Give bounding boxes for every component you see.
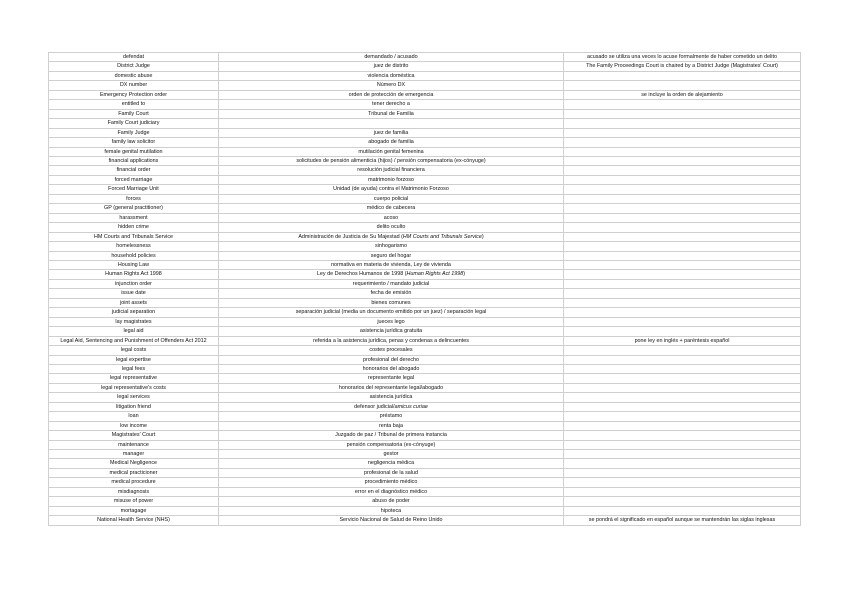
spanish-term-cell[interactable] [219,119,564,128]
table-row [49,156,801,165]
english-term-cell[interactable]: Medical Negligence [49,459,219,468]
english-term-cell[interactable]: female genital mutilation [49,147,219,156]
table-row [49,81,801,90]
spanish-term-cell[interactable]: juez de distrito [219,62,564,71]
table-row [49,336,801,345]
table-row [49,478,801,487]
spanish-term-cell[interactable]: representante legal [219,374,564,383]
note-cell[interactable] [564,109,801,118]
english-term-cell[interactable]: medical practicioner [49,468,219,477]
note-cell[interactable] [564,364,801,373]
spanish-term-text: Ley de Derechos Humanos de 1998 ( [316,271,407,278]
english-term-cell[interactable]: legal representative's costs [49,383,219,392]
english-term-cell[interactable]: issue date [49,289,219,298]
table-row [49,279,801,288]
table-row [49,119,801,128]
english-term-cell[interactable]: forced marriage [49,175,219,184]
english-term-cell[interactable]: forces [49,194,219,203]
note-cell[interactable] [564,270,801,279]
note-cell[interactable]: acusado se utiliza una veces lo acuse formalmente de haber cometido un delito [564,53,801,62]
spanish-term-text: Administración de Justicia de Su Majestad ( [298,233,403,240]
note-cell[interactable] [564,497,801,506]
spanish-term-cell[interactable]: asistencia jurídica [219,393,564,402]
note-cell[interactable] [564,232,801,241]
english-term-cell[interactable]: medical procedure [49,478,219,487]
english-term-cell[interactable]: misdiagnosis [49,487,219,496]
spanish-term-cell[interactable] [219,402,564,411]
note-cell[interactable] [564,128,801,137]
note-cell[interactable] [564,147,801,156]
english-term-cell[interactable]: domestic abuse [49,71,219,80]
spanish-term-cell[interactable]: profesional de la salud [219,468,564,477]
spanish-term-cell[interactable]: fecha de emisión [219,289,564,298]
table-row [49,421,801,430]
english-term-cell[interactable]: homelessness [49,242,219,251]
english-term-cell[interactable]: legal representative [49,374,219,383]
glossary-table [48,52,801,526]
english-term-cell[interactable]: injunction order [49,279,219,288]
english-term-cell[interactable]: hidden crime [49,223,219,232]
spanish-term-cell[interactable]: orden de protección de emergencia [219,90,564,99]
english-term-cell[interactable]: maintenance [49,440,219,449]
english-term-cell[interactable]: Human Rights Act 1998 [49,270,219,279]
english-term-cell[interactable]: legal fees [49,364,219,373]
english-term-cell[interactable]: GP (general practitioner) [49,204,219,213]
note-cell[interactable] [564,156,801,165]
table-row [49,487,801,496]
english-term-cell[interactable]: manager [49,450,219,459]
english-term-cell[interactable]: Family Court [49,109,219,118]
note-cell[interactable] [564,383,801,392]
spanish-term-cell[interactable]: separación judicial (media un documento emitido por un juez) / separación legal [219,308,564,317]
english-term-cell[interactable]: misuse of power [49,497,219,506]
note-cell[interactable] [564,279,801,288]
note-cell[interactable] [564,468,801,477]
note-cell[interactable] [564,213,801,222]
spanish-term-cell[interactable] [219,270,564,279]
english-term-cell[interactable]: legal services [49,393,219,402]
english-term-cell[interactable]: household policies [49,251,219,260]
note-cell[interactable] [564,289,801,298]
note-cell[interactable] [564,506,801,515]
table-row [49,270,801,279]
spanish-term-cell[interactable]: normativa en materia de vivienda, Ley de vivienda [219,260,564,269]
table-row [49,450,801,459]
glossary-body [49,53,801,526]
table-row [49,402,801,411]
note-cell[interactable] [564,440,801,449]
note-cell[interactable] [564,327,801,336]
table-row [49,298,801,307]
table-row [49,431,801,440]
note-cell[interactable] [564,421,801,430]
english-term-cell[interactable]: harassment [49,213,219,222]
glossary-sheet [48,52,800,526]
table-row [49,289,801,298]
table-row [49,138,801,147]
spanish-term-cell[interactable]: Tribunal de Familia [219,109,564,118]
table-row [49,62,801,71]
spanish-term-cell[interactable]: Unidad (de ayuda) contra el Matrimonio Forzoso [219,185,564,194]
english-term-cell[interactable]: mortagage [49,506,219,515]
note-cell[interactable]: The Family Proceedings Court is chaired by a District Judge (Magistrates' Court) [564,62,801,71]
table-row [49,327,801,336]
spanish-term-cell[interactable]: asistencia jurídica gratuita [219,327,564,336]
spanish-term-cell[interactable] [219,232,564,241]
spanish-term-italic: HM Courts and Tribunals Service [402,233,482,240]
note-cell[interactable]: se incluye la orden de alejamiento [564,90,801,99]
table-row [49,242,801,251]
note-cell[interactable] [564,260,801,269]
table-row [49,147,801,156]
spanish-term-cell[interactable]: cuerpo policial [219,194,564,203]
table-row [49,364,801,373]
english-term-cell[interactable]: loan [49,412,219,421]
english-term-cell[interactable]: joint assets [49,298,219,307]
spanish-term-cell[interactable]: costes procesales [219,346,564,355]
english-term-cell[interactable]: low income [49,421,219,430]
table-row [49,516,801,525]
spanish-term-italic: Human Rights Act 1998 [406,271,464,278]
table-row [49,109,801,118]
english-term-cell[interactable]: HM Courts and Tribunals Service [49,232,219,241]
spanish-term-cell[interactable]: seguro del hogar [219,251,564,260]
table-row [49,232,801,241]
spanish-term-cell[interactable]: resolución judicial financiera [219,166,564,175]
table-row [49,383,801,392]
table-row [49,393,801,402]
note-cell[interactable]: se pondrá el significado en español aunque se mantendrán las siglas inglesas [564,516,801,525]
english-term-cell[interactable]: litigation friend [49,402,219,411]
table-row [49,175,801,184]
english-term-cell[interactable]: legal aid [49,327,219,336]
spanish-term-cell[interactable]: solicitudes de pensión alimenticia (hijos) / pensión compensatoria (ex-cónyuge) [219,156,564,165]
english-term-cell[interactable]: Magistrates' Court [49,431,219,440]
english-term-cell[interactable]: Emergency Protection order [49,90,219,99]
note-cell[interactable]: pone ley en inglés + paréntesis español [564,336,801,345]
table-row [49,497,801,506]
english-term-cell[interactable]: entitled to [49,100,219,109]
spanish-term-cell[interactable]: abuso de poder [219,497,564,506]
note-cell[interactable] [564,81,801,90]
note-cell[interactable] [564,374,801,383]
table-row [49,440,801,449]
spanish-term-cell[interactable]: sinhogarismo [219,242,564,251]
spanish-term-cell[interactable]: juez de familia [219,128,564,137]
table-row [49,468,801,477]
note-cell[interactable] [564,459,801,468]
english-term-cell[interactable]: DX number [49,81,219,90]
spanish-term-cell[interactable]: negligencia médica [219,459,564,468]
spanish-term-cell[interactable]: violencia doméstica [219,71,564,80]
table-row [49,260,801,269]
spanish-term-cell[interactable]: gestor [219,450,564,459]
spanish-term-cell[interactable]: profesional del derecho [219,355,564,364]
english-term-cell[interactable]: National Health Service (NHS) [49,516,219,525]
spanish-term-cell[interactable]: hipoteca [219,506,564,515]
spanish-term-cell[interactable]: médico de cabecera [219,204,564,213]
spanish-term-cell[interactable]: pensión compensatoria (ex-cónyuge) [219,440,564,449]
english-term-cell[interactable]: defendat [49,53,219,62]
english-term-cell[interactable]: family law solicitor [49,138,219,147]
note-cell[interactable] [564,431,801,440]
spanish-term-cell[interactable]: Servicio Nacional de Salud de Reino Unido [219,516,564,525]
table-row [49,204,801,213]
table-row [49,185,801,194]
spanish-term-cell[interactable]: bienes comunes [219,298,564,307]
note-cell[interactable] [564,298,801,307]
note-cell[interactable] [564,100,801,109]
spanish-term-cell[interactable]: matrimonio forzoso [219,175,564,184]
english-term-cell[interactable]: Family Judge [49,128,219,137]
spanish-term-cell[interactable]: jueces lego [219,317,564,326]
spanish-term-cell[interactable]: renta baja [219,421,564,430]
table-row [49,194,801,203]
table-row [49,213,801,222]
english-term-cell[interactable]: Legal Aid, Sentencing and Punishment of Offenders Act 2012 [49,336,219,345]
table-row [49,71,801,80]
note-cell[interactable] [564,166,801,175]
note-cell[interactable] [564,317,801,326]
english-term-cell[interactable]: financial applications [49,156,219,165]
english-term-cell[interactable]: judicial separation [49,308,219,317]
note-cell[interactable] [564,204,801,213]
note-cell[interactable] [564,242,801,251]
table-row [49,90,801,99]
spanish-term-cell[interactable]: tener derecho a [219,100,564,109]
spanish-term-end: ) [463,271,466,278]
english-term-cell[interactable]: Family Court judiciary [49,119,219,128]
spanish-term-end: ) [481,233,484,240]
note-cell[interactable] [564,175,801,184]
table-row [49,355,801,364]
note-cell[interactable] [564,138,801,147]
spanish-term-cell[interactable]: procedimiento médico [219,478,564,487]
spanish-term-cell[interactable]: acoso [219,213,564,222]
spanish-term-cell[interactable]: referida a la asistencia jurídica, penas y condenas a delincuentes [219,336,564,345]
spanish-term-cell[interactable]: Juzgado de paz / Tribunal de primera instancia [219,431,564,440]
table-row [49,308,801,317]
table-row [49,251,801,260]
table-row [49,166,801,175]
english-term-cell[interactable]: District Judge [49,62,219,71]
note-cell[interactable] [564,487,801,496]
english-term-cell[interactable]: legal costs [49,346,219,355]
spanish-term-text: defensor judicial/ [354,403,395,410]
note-cell[interactable] [564,478,801,487]
spanish-term-cell[interactable]: abogado de familia [219,138,564,147]
note-cell[interactable] [564,393,801,402]
spanish-term-cell[interactable]: requerimiento / mandato judicial [219,279,564,288]
note-cell[interactable] [564,402,801,411]
note-cell[interactable] [564,346,801,355]
note-cell[interactable] [564,308,801,317]
table-row [49,506,801,515]
table-row [49,100,801,109]
note-cell[interactable] [564,251,801,260]
table-row [49,374,801,383]
table-row [49,53,801,62]
table-row [49,128,801,137]
note-cell[interactable] [564,412,801,421]
english-term-cell[interactable]: lay magistrates [49,317,219,326]
note-cell[interactable] [564,185,801,194]
spanish-term-cell[interactable]: Número DX [219,81,564,90]
spanish-term-cell[interactable]: honorarios del abogado [219,364,564,373]
spanish-term-cell[interactable]: error en el diagnóstico médico [219,487,564,496]
spanish-term-cell[interactable]: delito oculto [219,223,564,232]
english-term-cell[interactable]: Housing Law [49,260,219,269]
table-row [49,317,801,326]
table-row [49,223,801,232]
spanish-term-cell[interactable]: demandado / acusado [219,53,564,62]
note-cell[interactable] [564,355,801,364]
note-cell[interactable] [564,119,801,128]
spanish-term-italic: amicus curiae [394,403,428,410]
english-term-cell[interactable]: legal expertise [49,355,219,364]
table-row [49,346,801,355]
spanish-term-cell[interactable]: mutilación genital femenina [219,147,564,156]
table-row [49,459,801,468]
english-term-cell[interactable]: Forced Marriage Unit [49,185,219,194]
table-row [49,412,801,421]
note-cell[interactable] [564,450,801,459]
spanish-term-cell[interactable]: préstamo [219,412,564,421]
note-cell[interactable] [564,223,801,232]
note-cell[interactable] [564,194,801,203]
english-term-cell[interactable]: financial order [49,166,219,175]
spanish-term-cell[interactable]: honorarios del representante legal/abogado [219,383,564,392]
note-cell[interactable] [564,71,801,80]
